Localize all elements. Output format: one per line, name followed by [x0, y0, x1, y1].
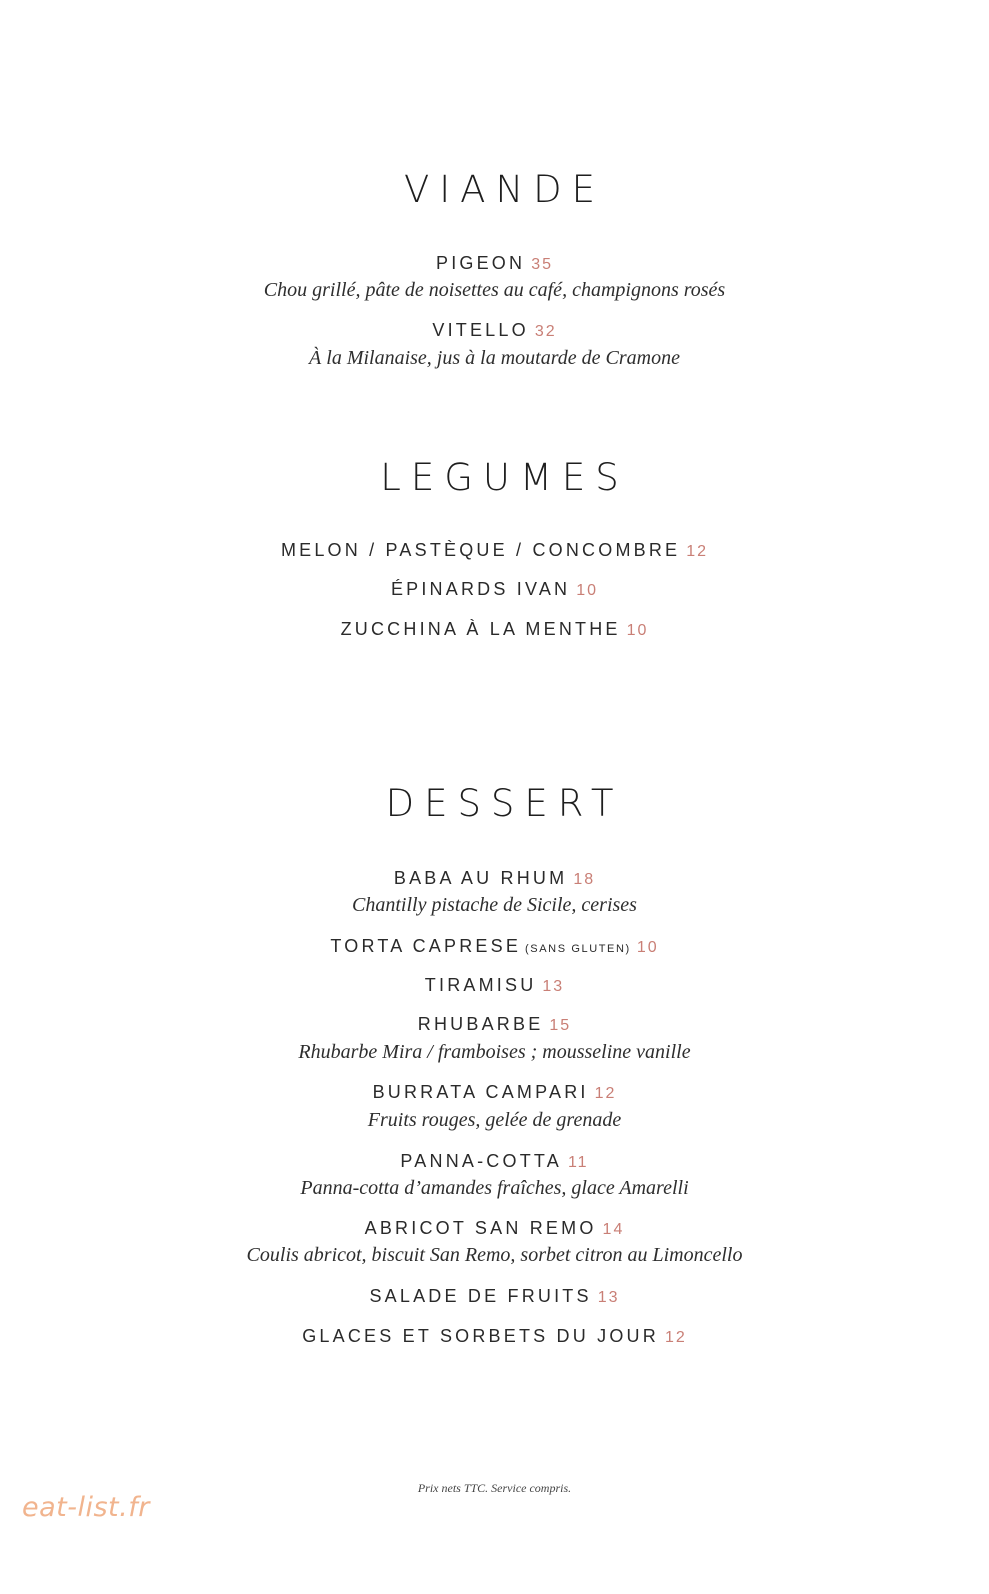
menu-item-rhubarbe: [0, 1012, 989, 1038]
section-title-viande: VIANDE: [403, 168, 606, 211]
item-price: 12: [664, 1329, 687, 1346]
footer-note: Prix nets TTC. Service compris.: [417, 1481, 572, 1495]
item-price: 12: [686, 543, 709, 560]
menu-item-torta-caprese: [0, 934, 989, 961]
menu-item-panna-cotta: [0, 1149, 989, 1175]
item-name: ABRICOT SAN REMO: [364, 1218, 597, 1238]
menu-item-melon: [0, 538, 989, 564]
item-note: (SANS GLUTEN): [525, 943, 631, 955]
item-price: 10: [576, 582, 599, 599]
menu-item-salade-de-fruits: [0, 1284, 989, 1310]
item-price: 15: [549, 1017, 572, 1034]
item-price: 13: [542, 978, 565, 995]
item-name: PANNA-COTTA: [400, 1151, 562, 1171]
item-name: BURRATA CAMPARI: [372, 1082, 589, 1102]
menu-item-zucchina: [0, 617, 989, 643]
item-price: 10: [626, 622, 649, 639]
item-name: GLACES ET SORBETS DU JOUR: [302, 1326, 659, 1346]
item-name: MELON / PASTÈQUE / CONCOMBRE: [280, 540, 681, 560]
item-description: Chou grillé, pâte de noisettes au café, champignons rosés: [263, 279, 726, 301]
item-name: VITELLO: [432, 320, 529, 340]
item-name: ZUCCHINA À LA MENTHE: [340, 619, 621, 639]
item-name: BABA AU RHUM: [393, 868, 568, 888]
item-description: Panna-cotta d’amandes fraîches, glace Amarelli: [300, 1177, 689, 1199]
item-price: 35: [531, 256, 553, 273]
section-title-dessert: DESSERT: [385, 782, 624, 825]
item-price: 18: [573, 871, 596, 888]
item-description: Chantilly pistache de Sicile, cerises: [352, 894, 637, 916]
item-price: 10: [636, 939, 659, 956]
item-name: SALADE DE FRUITS: [369, 1286, 592, 1306]
item-price: 11: [567, 1154, 589, 1171]
item-price: 14: [602, 1221, 625, 1238]
menu-item-burrata-campari: [0, 1080, 989, 1106]
menu-item-abricot-san-remo: [0, 1216, 989, 1242]
section-title-legumes: LEGUMES: [380, 456, 629, 499]
item-description: À la Milanaise, jus à la moutarde de Cramone: [309, 347, 680, 369]
item-description: Coulis abricot, biscuit San Remo, sorbet citron au Limoncello: [246, 1244, 743, 1266]
item-description: Fruits rouges, gelée de grenade: [367, 1109, 622, 1131]
item-name: TIRAMISU: [424, 975, 537, 995]
item-name: RHUBARBE: [417, 1014, 544, 1034]
menu-item-epinards: [0, 577, 989, 603]
menu-item-pigeon: [0, 251, 989, 277]
menu-item-tiramisu: [0, 973, 989, 999]
item-name: TORTA CAPRESE: [330, 936, 522, 956]
watermark: eat-list.fr: [22, 1492, 150, 1523]
item-price: 13: [597, 1289, 620, 1306]
item-name: ÉPINARDS IVAN: [390, 579, 571, 599]
item-price: 12: [594, 1085, 617, 1102]
item-description: Rhubarbe Mira / framboises ; mousseline vanille: [298, 1041, 691, 1063]
menu-item-vitello: [0, 318, 989, 344]
item-price: 32: [534, 323, 557, 340]
menu-item-baba-au-rhum: [0, 866, 989, 892]
item-name: PIGEON: [435, 253, 526, 273]
menu-item-glaces-et-sorbets: [0, 1324, 989, 1350]
